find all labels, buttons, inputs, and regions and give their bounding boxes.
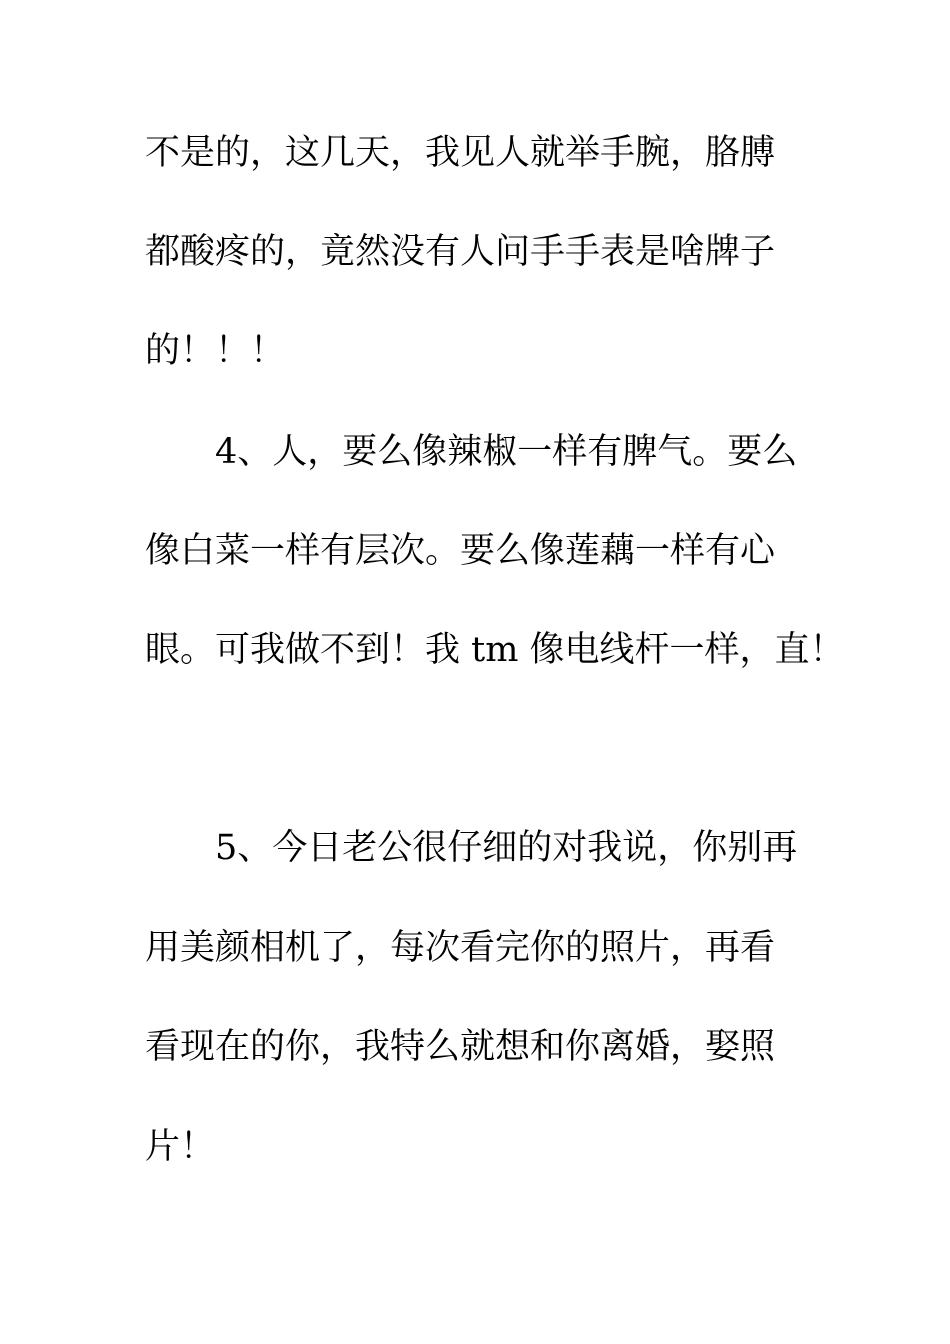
paragraph-line: 4、人，要么像辣椒一样有脾气。要么 [215,432,798,472]
paragraph-line: 用美颜相机了，每次看完你的照片，再看 [145,928,776,968]
paragraph-line: 像白菜一样有层次。要么像莲藕一样有心 [145,531,776,571]
paragraph-line: 都酸疼的，竟然没有人问手手表是啥牌子 [145,232,776,272]
paragraph-line: 眼。可我做不到！我 tm 像电线杆一样，直！ [145,630,845,670]
paragraph-line: 不是的，这几天，我见人就举手腕，胳膊 [145,133,776,173]
paragraph-line: 5、今日老公很仔细的对我说，你别再 [215,828,798,868]
paragraph-line: 看现在的你，我特么就想和你离婚，娶照 [145,1027,776,1067]
paragraph-line: 的！！！ [145,331,286,371]
paragraph-line: 片！ [145,1127,216,1167]
